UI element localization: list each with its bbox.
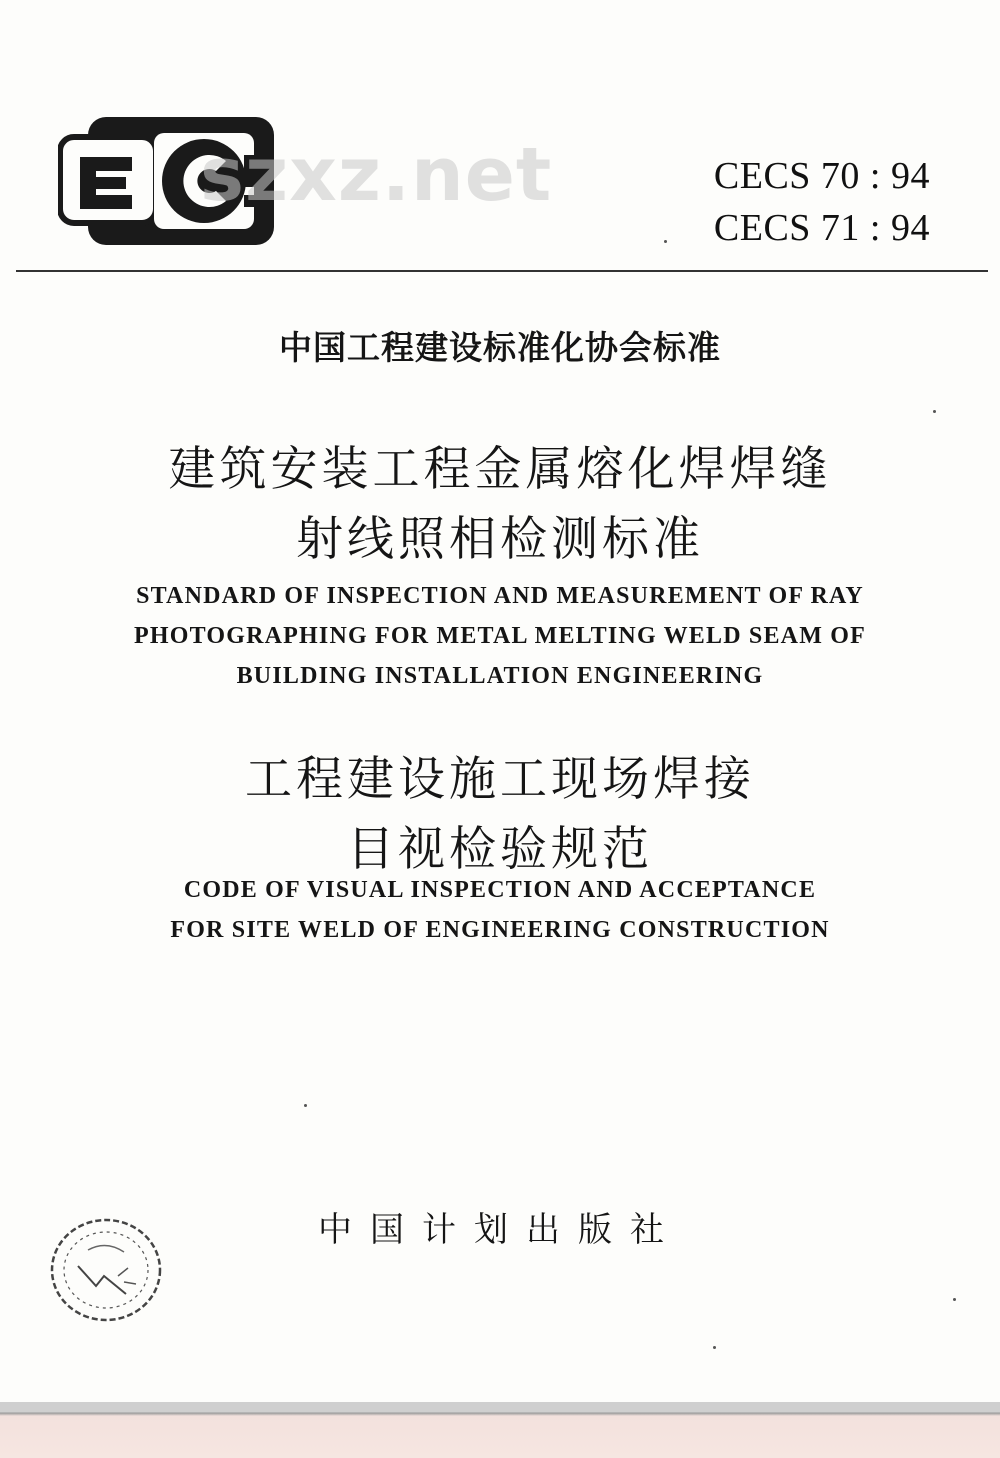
- standard1-title-cn-line2: 射线照相检测标准: [296, 512, 704, 567]
- standard2-title-cn-line2: 目视检验规范: [347, 822, 653, 877]
- speck: [953, 1298, 956, 1301]
- speck: [664, 240, 667, 243]
- standard1-title-en-line2: PHOTOGRAPHING FOR METAL MELTING WELD SEAM OF: [134, 623, 866, 649]
- speck: [304, 1104, 307, 1107]
- watermark: szxz.net: [200, 132, 553, 218]
- speck: [933, 410, 936, 413]
- publisher-name: 中国计划出版社: [318, 1210, 682, 1250]
- standard2-title-en-line1: CODE OF VISUAL INSPECTION AND ACCEPTANCE: [183, 877, 817, 903]
- standard1-title-cn-line1: 建筑安装工程金属熔化焊焊缝: [168, 442, 832, 497]
- scan-bottom-edge: [0, 1402, 1000, 1458]
- standard-code-1: CECS 70 : 94: [713, 155, 930, 197]
- standard2-title-cn-line1: 工程建设施工现场焊接: [245, 752, 755, 807]
- header-rule: [16, 270, 988, 272]
- standard1-title-en-line3: BUILDING INSTALLATION ENGINEERING: [236, 663, 764, 689]
- standard2-title-en-line2: FOR SITE WELD OF ENGINEERING CONSTRUCTION: [170, 917, 830, 943]
- standard1-title-en-line1: STANDARD OF INSPECTION AND MEASUREMENT OF RAY: [136, 583, 864, 609]
- organization-title: 中国工程建设标准化协会标准: [279, 328, 721, 367]
- speck: [713, 1346, 716, 1349]
- standard-code-2: CECS 71 : 94: [713, 207, 930, 249]
- library-stamp: [48, 1214, 166, 1324]
